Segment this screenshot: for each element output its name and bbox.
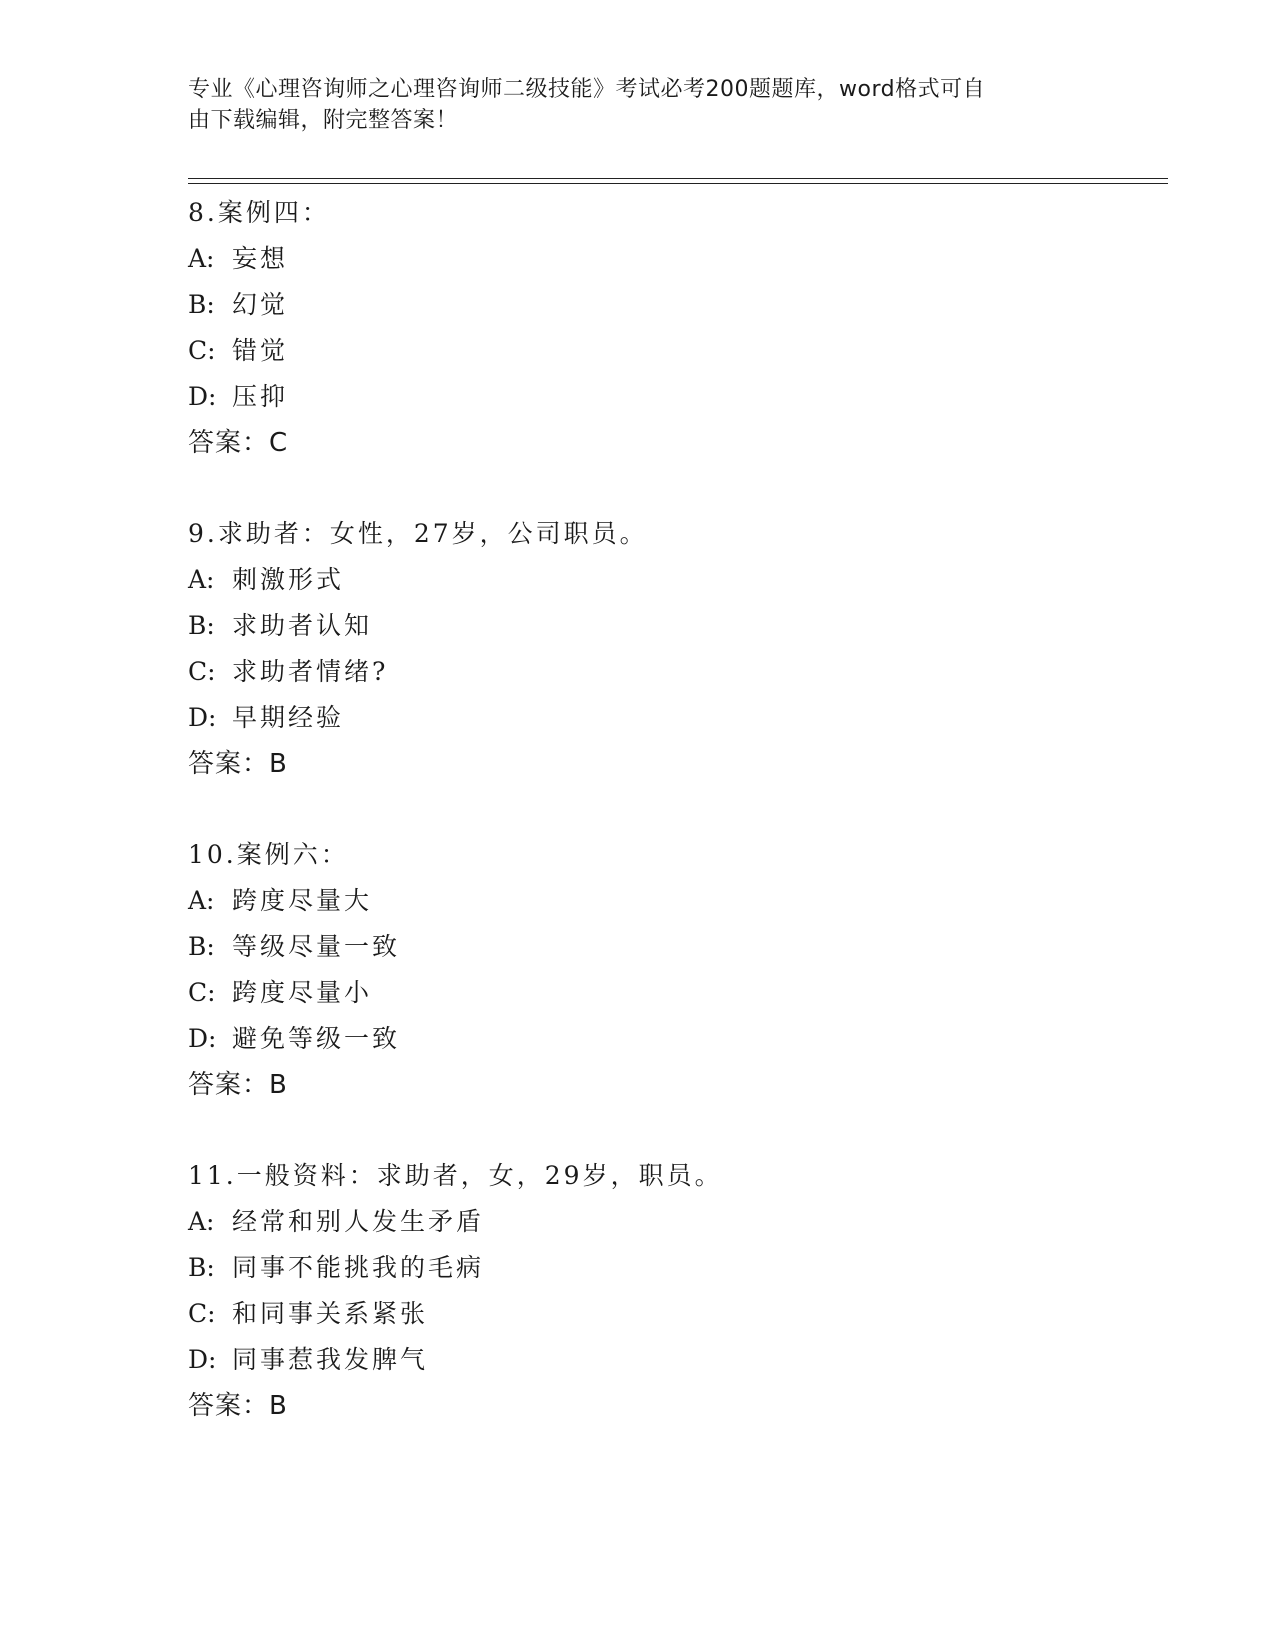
question-11: [188, 1153, 1168, 1429]
answer-line: 答案：B: [188, 749, 288, 779]
option-c: [188, 649, 1168, 695]
option-letter: D:: [188, 703, 217, 732]
option-c: [188, 970, 1168, 1016]
option-b: [188, 603, 1168, 649]
option-letter: C:: [188, 336, 216, 365]
option-text: 求助者认知: [232, 611, 373, 640]
option-c: [188, 328, 1168, 374]
option-b: [188, 924, 1168, 970]
option-a: [188, 1199, 1168, 1245]
option-a: [188, 878, 1168, 924]
header-line-2: 由下载编辑，附完整答案！: [188, 108, 459, 133]
question-stem: 11.一般资料：求助者，女，29岁，职员。: [188, 1161, 723, 1190]
option-c: [188, 1291, 1168, 1337]
option-text: 同事惹我发脾气: [232, 1345, 429, 1374]
option-text: 压抑: [232, 382, 289, 411]
option-text: 幻觉: [232, 290, 289, 319]
option-letter: D:: [188, 382, 217, 411]
option-letter: C:: [188, 657, 216, 686]
option-b: [188, 1245, 1168, 1291]
question-stem: 10.案例六：: [188, 840, 349, 869]
question-8: [188, 190, 1168, 466]
question-list: [188, 190, 1168, 1474]
question-stem: 8.案例四：: [188, 198, 330, 227]
option-text: 刺激形式: [232, 565, 345, 594]
option-letter: B:: [188, 290, 215, 319]
option-d: [188, 1016, 1168, 1062]
option-letter: B:: [188, 611, 215, 640]
option-letter: B:: [188, 1253, 215, 1282]
question-10: [188, 832, 1168, 1108]
option-letter: A:: [188, 565, 215, 594]
option-text: 同事不能挑我的毛病: [232, 1253, 485, 1282]
option-text: 避免等级一致: [232, 1024, 401, 1053]
option-letter: A:: [188, 1207, 215, 1236]
option-text: 早期经验: [232, 703, 345, 732]
answer-line: 答案：B: [188, 1391, 288, 1421]
question-9: [188, 511, 1168, 787]
option-b: [188, 282, 1168, 328]
option-text: 错觉: [232, 336, 289, 365]
option-text: 经常和别人发生矛盾: [232, 1207, 485, 1236]
header-line-1: 专业《心理咨询师之心理咨询师二级技能》考试必考200题题库，word格式可自: [188, 77, 986, 102]
option-text: 妄想: [232, 244, 289, 273]
option-d: [188, 695, 1168, 741]
header-divider-top: [188, 178, 1168, 179]
option-a: [188, 557, 1168, 603]
option-text: 跨度尽量小: [232, 978, 373, 1007]
option-letter: A:: [188, 244, 215, 273]
option-text: 求助者情绪?: [232, 657, 389, 686]
option-letter: A:: [188, 886, 215, 915]
answer-line: 答案：C: [188, 428, 289, 458]
document-header: [188, 74, 1088, 136]
option-letter: D:: [188, 1345, 217, 1374]
option-text: 跨度尽量大: [232, 886, 373, 915]
header-divider-bottom: [188, 183, 1168, 184]
option-text: 等级尽量一致: [232, 932, 401, 961]
question-stem: 9.求助者：女性，27岁，公司职员。: [188, 519, 648, 548]
option-text: 和同事关系紧张: [232, 1299, 429, 1328]
option-d: [188, 374, 1168, 420]
option-a: [188, 236, 1168, 282]
option-letter: D:: [188, 1024, 217, 1053]
option-letter: B:: [188, 932, 215, 961]
option-letter: C:: [188, 978, 216, 1007]
answer-line: 答案：B: [188, 1070, 288, 1100]
option-letter: C:: [188, 1299, 216, 1328]
option-d: [188, 1337, 1168, 1383]
